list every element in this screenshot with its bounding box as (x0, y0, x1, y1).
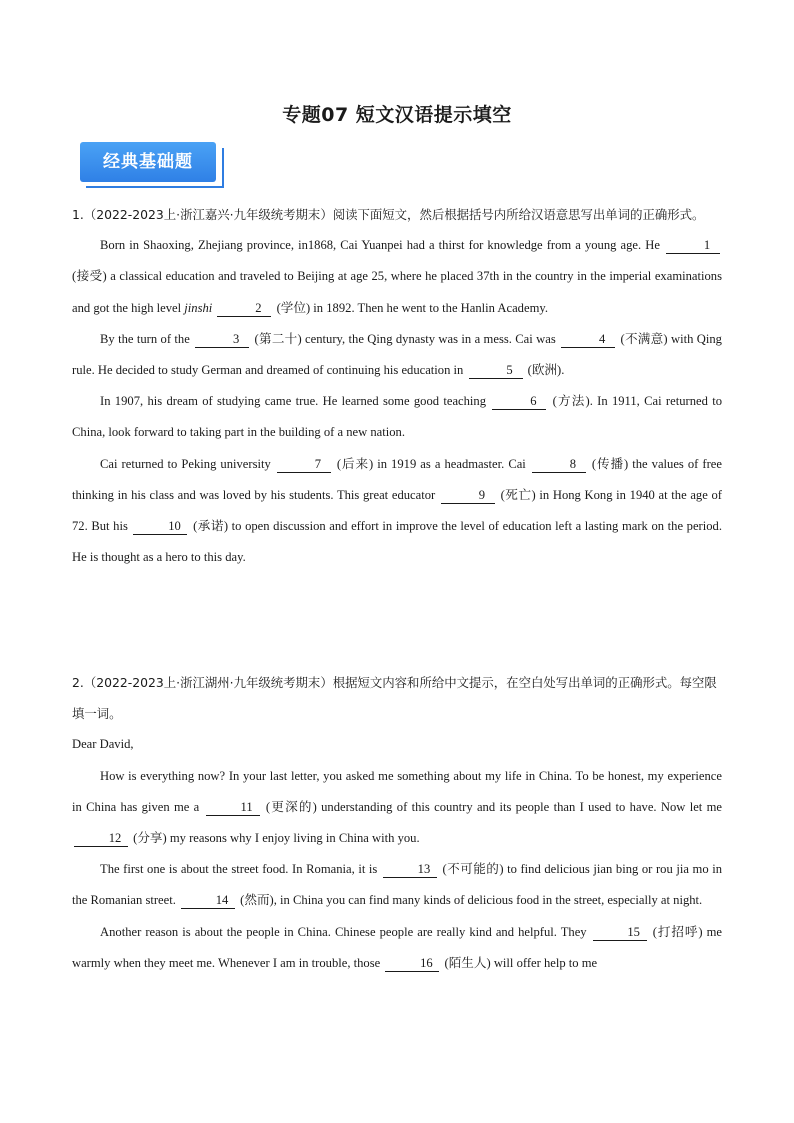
q1-paragraph-2: By the turn of the 3 (第二十) century, the Qing dynasty was in a mess. Cai was 4 (不满意) with Qing rule. He decided to study German and dreamed of continuing his education in 5 (欧洲). (72, 331, 722, 378)
page-title: 专题07 短文汉语提示填空 (282, 104, 512, 126)
blank-12[interactable]: 12 (74, 830, 128, 847)
blank-9[interactable]: 9 (441, 487, 495, 504)
q1-paragraph-1: Born in Shaoxing, Zhejiang province, in1868, Cai Yuanpei had a thirst for knowledge from a young age. He 1 (接受) a classical education and traveled to Beijing at age 25, where he placed 37th in the country in the imperial examinations and got the high level jinshi 2 (学位) in 1892. Then he went to the Hanlin Academy. (72, 238, 722, 315)
question-1 (72, 199, 722, 573)
question-2 (72, 667, 722, 979)
blank-6[interactable]: 6 (492, 393, 546, 410)
blank-2[interactable]: 2 (217, 300, 271, 317)
q2-paragraph-1: How is everything now? In your last letter, you asked me something about my life in China. To be honest, my experience in China has given me a 11 (更深的) understanding of this country and its people than I used to have. Now let me 12 (分享) my reasons why I enjoy living in China with you. (72, 768, 723, 846)
q2-paragraph-2: The first one is about the street food. In Romania, it is 13 (不可能的) to find delicious jian bing or rou jia mo in the Romanian street. 14 (然而), in China you can find many kinds of delicious food in the street, especially at night. (72, 862, 723, 908)
blank-4[interactable]: 4 (561, 331, 615, 348)
blank-8[interactable]: 8 (532, 456, 586, 473)
blank-10[interactable]: 10 (133, 518, 187, 535)
blank-13[interactable]: 13 (383, 861, 437, 878)
blank-16[interactable]: 16 (385, 955, 439, 972)
blank-15[interactable]: 15 (593, 924, 647, 941)
blank-7[interactable]: 7 (277, 456, 331, 473)
letter-salutation: Dear David, (72, 737, 134, 752)
blank-1[interactable]: 1 (666, 237, 720, 254)
q1-paragraph-3: In 1907, his dream of studying came true. He learned some good teaching 6 (方法). In 1911, Cai returned to China, look forward to taking part in the building of a new nation. (72, 394, 722, 440)
question-2-header: 2.（2022-2023上·浙江湖州·九年级统考期末）根据短文内容和所给中文提示，在空白处写出单词的正确形式。每空限填一词。 (72, 675, 717, 722)
badge-label: 经典基础题 (80, 142, 216, 182)
blank-5[interactable]: 5 (469, 362, 523, 379)
question-1-header: 1.（2022-2023上·浙江嘉兴·九年级统考期末）阅读下面短文，然后根据括号内所给汉语意思写出单词的正确形式。 (72, 207, 705, 222)
blank-3[interactable]: 3 (195, 331, 249, 348)
q2-paragraph-3: Another reason is about the people in China. Chinese people are really kind and helpful. They 15 (打招呼) me warmly when they meet me. Whenever I am in trouble, those 16 (陌生人) will offer help to me (72, 924, 722, 970)
q1-paragraph-4: Cai returned to Peking university 7 (后来) in 1919 as a headmaster. Cai 8 (传播) the values of free thinking in his class and was loved by his students. This great educator 9 (死亡) in Hong Kong in 1940 at the age of 72. But his 10 (承诺) to open discussion and effort in improve the level of education left a lasting mark on the period. He is thought as a hero to this day. (72, 456, 722, 565)
blank-11[interactable]: 11 (206, 799, 260, 816)
section-badge (80, 142, 226, 190)
blank-14[interactable]: 14 (181, 892, 235, 909)
